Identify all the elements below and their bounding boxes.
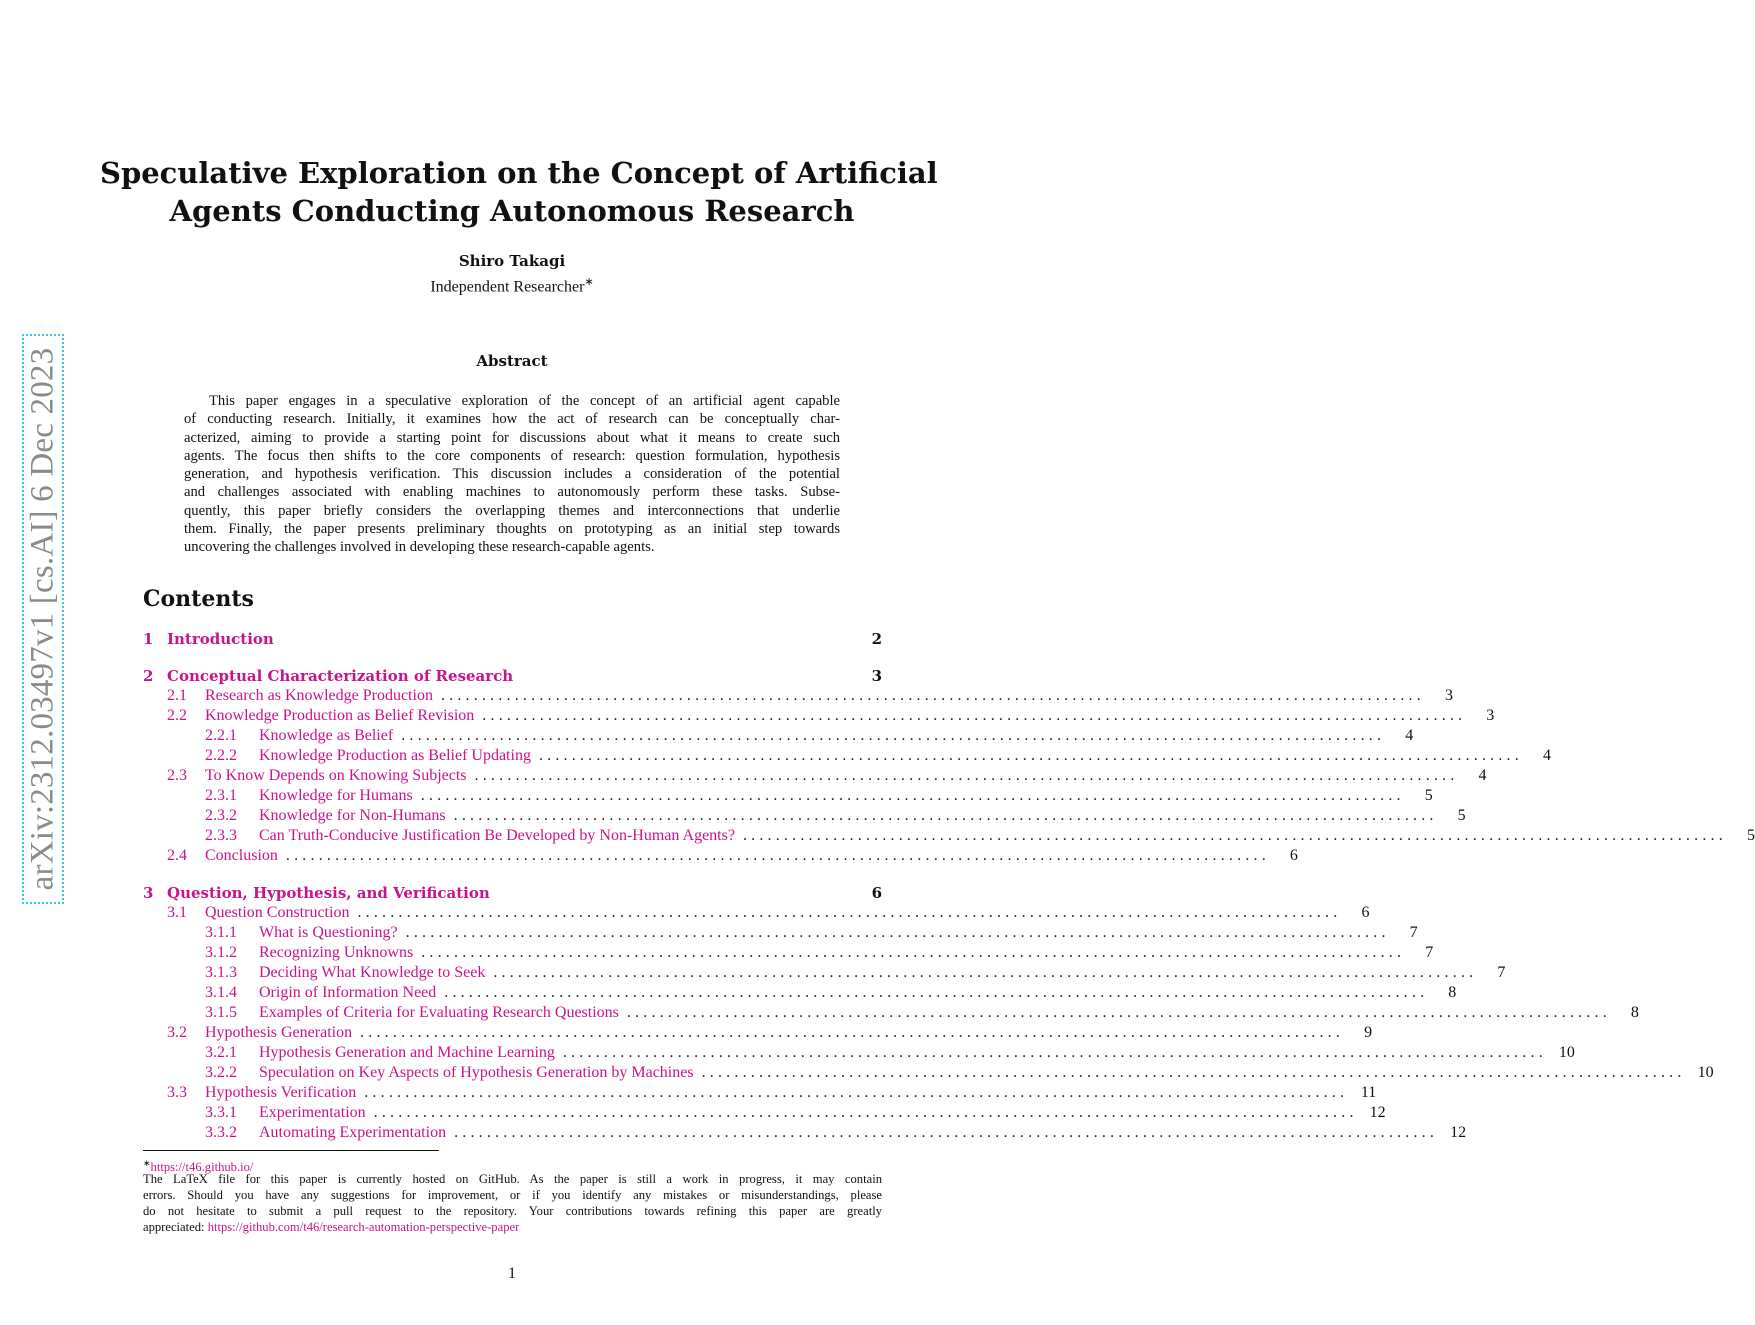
toc-entry-page: 6 (1361, 904, 1370, 921)
toc-entry[interactable] (143, 1063, 1714, 1083)
title-line-1: Speculative Exploration on the Concept of Artificial (100, 156, 938, 190)
toc-leader-dots: ........................................................................................................................ (405, 924, 1390, 941)
toc-leader-dots: ........................................................................................................................ (420, 787, 1405, 804)
toc-leader-dots: ........................................................................................................................ (444, 984, 1429, 1001)
affiliation-text: Independent Researcher (430, 278, 585, 296)
toc-entry-number[interactable]: 3 (143, 884, 154, 902)
toc-entry-label[interactable]: To Know Depends on Knowing Subjects (205, 767, 467, 784)
toc-entry[interactable] (143, 629, 882, 649)
abstract-line: of conducting research. Initially, it examines how the act of research can be conceptually char- (184, 411, 840, 428)
toc-leader-dots: ........................................................................................................................ (626, 1004, 1611, 1021)
toc-entry-label[interactable]: Knowledge as Belief (259, 727, 394, 744)
toc-entry-page: 8 (1630, 1004, 1639, 1021)
toc-entry-number[interactable]: 2.3.3 (205, 827, 237, 844)
abstract-line: agents. The focus then shifts to the core components of research: question formulation, hypothesis (184, 447, 840, 464)
toc-entry[interactable] (143, 923, 1418, 943)
toc-entry-label[interactable]: Hypothesis Generation and Machine Learning (259, 1044, 555, 1061)
toc-entry-label[interactable]: Deciding What Knowledge to Seek (259, 964, 486, 981)
toc-entry-number[interactable]: 3.1.4 (205, 984, 237, 1001)
arxiv-stamp-text: arXiv:2312.03497v1 [cs.AI] 6 Dec 2023 (24, 347, 61, 891)
toc-entry-number[interactable]: 3.3.2 (205, 1124, 237, 1141)
toc-leader-dots: ........................................................................................................................ (474, 767, 1459, 784)
toc-entry-page: 7 (1497, 964, 1506, 981)
toc-leader-dots: ........................................................................................................................ (493, 964, 1478, 981)
toc-entry-number[interactable]: 3.1.2 (205, 944, 237, 961)
toc-entry-label[interactable]: Speculation on Key Aspects of Hypothesis Generation by Machines (259, 1064, 694, 1081)
toc-entry-page: 8 (1448, 984, 1457, 1001)
toc-entry-number[interactable]: 2.3.1 (205, 787, 237, 804)
toc-entry-number[interactable]: 3.3.1 (205, 1104, 237, 1121)
toc-entry-label[interactable]: Knowledge for Non-Humans (259, 807, 446, 824)
toc-entry-page: 11 (1360, 1084, 1377, 1101)
toc-entry-page: 5 (1424, 787, 1433, 804)
toc-leader-dots: ........................................................................................................................ (421, 944, 1406, 961)
footnote-homepage-link[interactable]: https://t46.github.io/ (150, 1160, 254, 1175)
toc-entry[interactable] (143, 903, 1370, 923)
affiliation-footnote-mark: ∗ (584, 276, 594, 288)
toc-entry-number[interactable]: 1 (143, 630, 154, 648)
toc-entry[interactable] (143, 1023, 1373, 1043)
toc-entry[interactable] (143, 806, 1466, 826)
toc-entry-page: 9 (1364, 1024, 1373, 1041)
toc-entry-label[interactable]: Origin of Information Need (259, 984, 437, 1001)
toc-entry-number[interactable]: 3.1.3 (205, 964, 237, 981)
toc-entry-page: 3 (1444, 687, 1453, 704)
toc-entry-label[interactable]: Can Truth-Conducive Justification Be Developed by Non-Human Agents? (259, 827, 735, 844)
toc-entry-number[interactable]: 3.1.5 (205, 1004, 237, 1021)
toc-entry-number[interactable]: 2.2.1 (205, 727, 237, 744)
toc-entry-number[interactable]: 2.2 (167, 707, 187, 724)
footnote-last-line (143, 1219, 882, 1235)
toc-leader-dots: ........................................................................................................................ (285, 847, 1270, 864)
footnote-text (143, 1171, 882, 1219)
toc-entry-page: 10 (1558, 1044, 1575, 1061)
toc-entry-label[interactable]: Conceptual Characterization of Research (167, 667, 514, 685)
toc-entry-number[interactable]: 3.2.1 (205, 1044, 237, 1061)
title-line-2: Agents Conducting Autonomous Research (169, 194, 855, 228)
toc-leader-dots: ........................................................................................................................ (742, 827, 1727, 844)
abstract-heading: Abstract (476, 352, 548, 370)
toc-entry-label[interactable]: Examples of Criteria for Evaluating Research Questions (259, 1004, 619, 1021)
toc-entry-label[interactable]: Hypothesis Verification (205, 1084, 357, 1101)
toc-leader-dots: ........................................................................................................................ (373, 1104, 1358, 1121)
toc-leader-dots: ........................................................................................................................ (360, 1024, 1345, 1041)
toc-entry-page: 5 (1746, 827, 1755, 844)
arxiv-stamp (22, 334, 64, 904)
toc-leader-dots: ........................................................................................................................ (562, 1044, 1547, 1061)
toc-entry-number[interactable]: 2.4 (167, 847, 187, 864)
toc-entry-page: 7 (1409, 924, 1418, 941)
toc-entry[interactable] (143, 883, 882, 903)
toc-entry-page: 6 (871, 884, 882, 902)
toc-entry-page: 4 (1405, 727, 1414, 744)
toc-entry-page: 5 (1457, 807, 1466, 824)
toc-entry-label[interactable]: Question, Hypothesis, and Verification (167, 884, 490, 902)
author-name: Shiro Takagi (458, 252, 566, 270)
toc-entry-label[interactable]: Question Construction (205, 904, 350, 921)
toc-entry[interactable] (143, 666, 882, 686)
toc-entry-page: 2 (871, 630, 882, 648)
toc-entry[interactable] (143, 786, 1433, 806)
toc-entry-label[interactable]: Automating Experimentation (259, 1124, 447, 1141)
toc-entry[interactable] (143, 726, 1414, 746)
toc-entry-label[interactable]: Knowledge Production as Belief Updating (259, 747, 531, 764)
toc-leader-dots: ........................................................................................................................ (440, 687, 1425, 704)
abstract-line: and challenges associated with enabling machines to autonomously perform these tasks. Subse- (184, 484, 840, 501)
toc-entry[interactable] (143, 746, 1551, 766)
footnote-repo-link[interactable]: https://github.com/t46/research-automation-perspective-paper (207, 1220, 520, 1234)
toc-leader-dots: ........................................................................................................................ (454, 1124, 1439, 1141)
footnote (143, 1155, 882, 1235)
toc-leader-dots: ........................................................................................................................ (453, 807, 1438, 824)
toc-leader-dots: ........................................................................................................................ (357, 904, 1342, 921)
toc-entry-number[interactable]: 2.3 (167, 767, 187, 784)
toc-entry[interactable] (143, 1103, 1386, 1123)
toc-entry-number[interactable]: 3.1 (167, 904, 187, 921)
toc-entry-number[interactable]: 2.2.2 (205, 747, 237, 764)
footnote-last-prefix: appreciated: (143, 1220, 205, 1234)
abstract-line: them. Finally, the paper presents preliminary thoughts on prototyping as an initial step towards (184, 521, 840, 538)
toc-leader-dots: ........................................................................................................................ (364, 1084, 1349, 1101)
toc-entry[interactable] (143, 1003, 1639, 1023)
abstract-line: quently, this paper briefly considers the overlapping themes and interconnections that underlie (184, 502, 840, 519)
toc-entry-number[interactable]: 3.3 (167, 1084, 187, 1101)
toc-entry-page: 4 (1478, 767, 1487, 784)
toc-entry-label[interactable]: Conclusion (205, 847, 278, 864)
toc-entry-page: 12 (1369, 1104, 1386, 1121)
footnote-line: do not hesitate to submit a pull request to the repository. Your contributions towards refining this paper are greatly (143, 1204, 882, 1218)
toc-entry[interactable] (143, 766, 1487, 786)
toc-leader-dots: ........................................................................................................................ (401, 727, 1386, 744)
toc-entry-label[interactable]: Recognizing Unknowns (259, 944, 414, 961)
abstract-body (184, 392, 840, 557)
toc-entry-label[interactable]: Experimentation (259, 1104, 366, 1121)
abstract-line: acterized, aiming to provide a starting point for discussions about what it means to create such (184, 429, 840, 446)
footnote-line: The LaTeX file for this paper is currently hosted on GitHub. As the paper is still a work in progress, it may contain (143, 1172, 882, 1186)
toc-entry-page: 4 (1542, 747, 1551, 764)
toc-entry[interactable] (143, 1043, 1575, 1063)
abstract-line: This paper engages in a speculative exploration of the concept of an artificial agent capable (209, 393, 840, 409)
toc-entry-label[interactable]: Knowledge Production as Belief Revision (205, 707, 475, 724)
toc-entry-page: 7 (1425, 944, 1434, 961)
footnote-mark: ∗ (143, 1158, 151, 1168)
toc-entry[interactable] (143, 943, 1434, 963)
toc-entry-page: 6 (1289, 847, 1298, 864)
toc-entry[interactable] (143, 826, 1755, 846)
toc-entry-number[interactable]: 3.2 (167, 1024, 187, 1041)
toc-entry-page: 12 (1450, 1124, 1467, 1141)
footnote-line: errors. Should you have any suggestions for improvement, or if you identify any mistakes or misunderstandings, please (143, 1188, 882, 1202)
toc-entry[interactable] (143, 846, 1298, 866)
toc-leader-dots: ........................................................................................................................ (482, 707, 1467, 724)
author-affiliation (0, 275, 1024, 296)
toc-entry-label[interactable]: Knowledge for Humans (259, 787, 413, 804)
toc-entry[interactable] (143, 1083, 1377, 1103)
toc-entry-page: 10 (1697, 1064, 1714, 1081)
abstract-line: uncovering the challenges involved in developing these research-capable agents. (184, 539, 655, 556)
toc-entry-number[interactable]: 3.2.2 (205, 1064, 237, 1081)
paper-title (100, 154, 938, 230)
toc-entry-label[interactable]: Introduction (167, 630, 274, 648)
toc-entry-label[interactable]: What is Questioning? (259, 924, 398, 941)
toc-entry-page: 3 (1486, 707, 1495, 724)
toc-entry-label[interactable]: Hypothesis Generation (205, 1024, 353, 1041)
toc-entry-number[interactable]: 2.1 (167, 687, 187, 704)
toc-entry-number[interactable]: 3.1.1 (205, 924, 237, 941)
toc-entry-page: 3 (871, 667, 882, 685)
toc-entry[interactable] (143, 983, 1457, 1003)
toc-entry[interactable] (143, 1123, 1467, 1143)
toc-entry-number[interactable]: 2.3.2 (205, 807, 237, 824)
toc-entry-label[interactable]: Research as Knowledge Production (205, 687, 433, 704)
toc-entry-number[interactable]: 2 (143, 667, 154, 685)
toc-leader-dots: ........................................................................................................................ (538, 747, 1523, 764)
footnote-url-line (143, 1155, 882, 1175)
page-number: 1 (508, 1265, 516, 1282)
footnote-rule (143, 1150, 439, 1151)
toc-entry[interactable] (143, 706, 1495, 726)
toc-leader-dots: ........................................................................................................................ (701, 1064, 1686, 1081)
abstract-line: generation, and hypothesis verification. This discussion includes a consideration of the potential (184, 466, 840, 483)
toc-entry[interactable] (143, 963, 1506, 983)
toc-entry[interactable] (143, 686, 1453, 706)
contents-heading: Contents (143, 586, 254, 612)
